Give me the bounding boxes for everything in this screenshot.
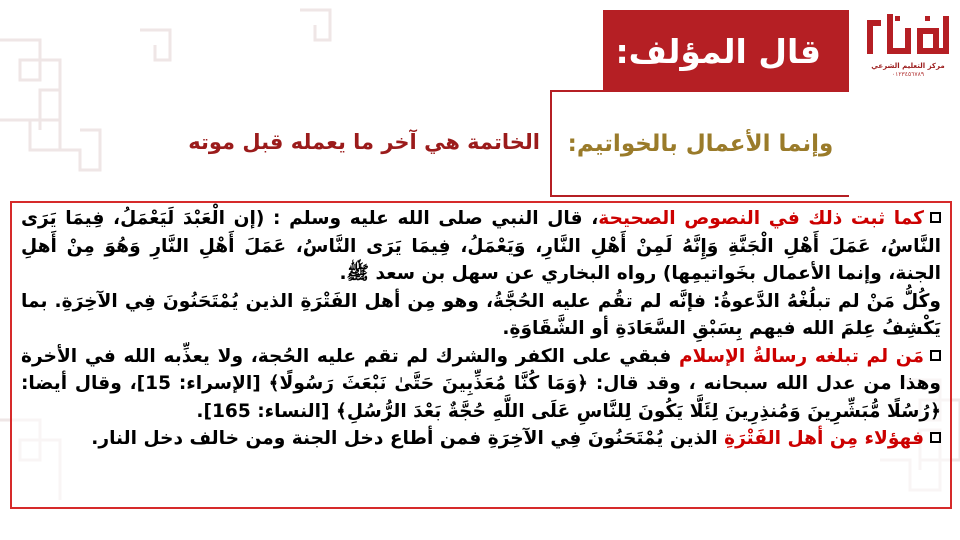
paragraph-4-highlight: فهؤلاء مِن أهل الفَتْرَةِ	[724, 428, 924, 449]
logo-mark-icon	[865, 10, 951, 62]
paragraph-3-text: فبقي على الكفر والشرك لم تقم عليه الحُجة، ولا يعذِّبه الله في الأخرة وهذا من عدل الله سبحانه ، وقد قال: ﴿وَمَا كُنَّا مُعَذِّبِينَ حَتَّىٰ نَبْعَثَ رَسُولًا﴾ [الإسراء: 15]، وقال أيضا: ﴿رُسُلًا مُّبَشِّرِينَ وَمُنذِرِينَ لِئَلَّا يَكُونَ لِلنَّاسِ عَلَى اللَّهِ حُجَّةٌ بَعْدَ الرُّسُلِ﴾ [النساء: 165].	[21, 345, 941, 422]
logo-phone: ٠١٢٣٤٥٦٧٨٩	[891, 71, 925, 78]
checkbox-bullet-icon	[930, 350, 941, 361]
content-box	[10, 201, 952, 509]
title-box	[603, 10, 849, 92]
summary-heading: الخاتمة هي آخر ما يعمله قبل موته	[188, 130, 540, 154]
paragraph-3	[21, 343, 941, 426]
logo-tagline: مركز التعليم الشرعي	[871, 62, 945, 70]
paragraph-1	[21, 205, 941, 288]
paragraph-4-text: الذين يُمْتَحَنُونَ فِي الآخِرَةِ فمن أطاع دخل الجنة ومن خالف دخل النار.	[91, 428, 725, 449]
page-title: قال المؤلف:	[615, 31, 821, 71]
paragraph-1-text: ، قال النبي صلى الله عليه وسلم : (إن الْعَبْدَ لَيَعْمَلُ، فِيمَا يَرَى النَّاسُ، عَمَلَ أَهْلِ الْجَنَّةِ وَإِنَّهُ لَمِنْ أَهْلِ النَّارِ، وَيَعْمَلُ، فِيمَا يَرَى النَّاسُ، عَمَلَ أَهْلِ النَّارِ وَهُوَ مِنْ أَهلِ الجنة، وإنما الأعمال بخَواتيمِها) رواه البخاري عن سهل بن سعد ﷺ.	[21, 208, 941, 284]
paragraph-4	[21, 425, 941, 453]
checkbox-bullet-icon	[930, 432, 941, 443]
logo	[858, 10, 958, 90]
paragraph-1-highlight: كما ثبت ذلك في النصوص الصحيحة	[598, 208, 924, 229]
checkbox-bullet-icon	[930, 212, 941, 223]
paragraph-2: وكُلُّ مَنْ لم تبلُغْهُ الدَّعوةُ: فإنَّه لم تقُم عليه الحُجَّةُ، وهو مِن أهل الفَتْرَةِ الذين يُمْتَحَنُونَ فِي الآخِرَةِ. بما يَكْشِفُ عِلمَ الله فيهم بِسَبْقِ السَّعَادَةِ أو الشَّقَاوَةِ.	[21, 290, 941, 339]
subtitle: وإنما الأعمال بالخواتيم:	[567, 130, 834, 157]
paragraph-3-highlight: مَن لم تبلغه رسالةُ الإسلام	[679, 345, 924, 367]
subtitle-box	[550, 90, 849, 197]
